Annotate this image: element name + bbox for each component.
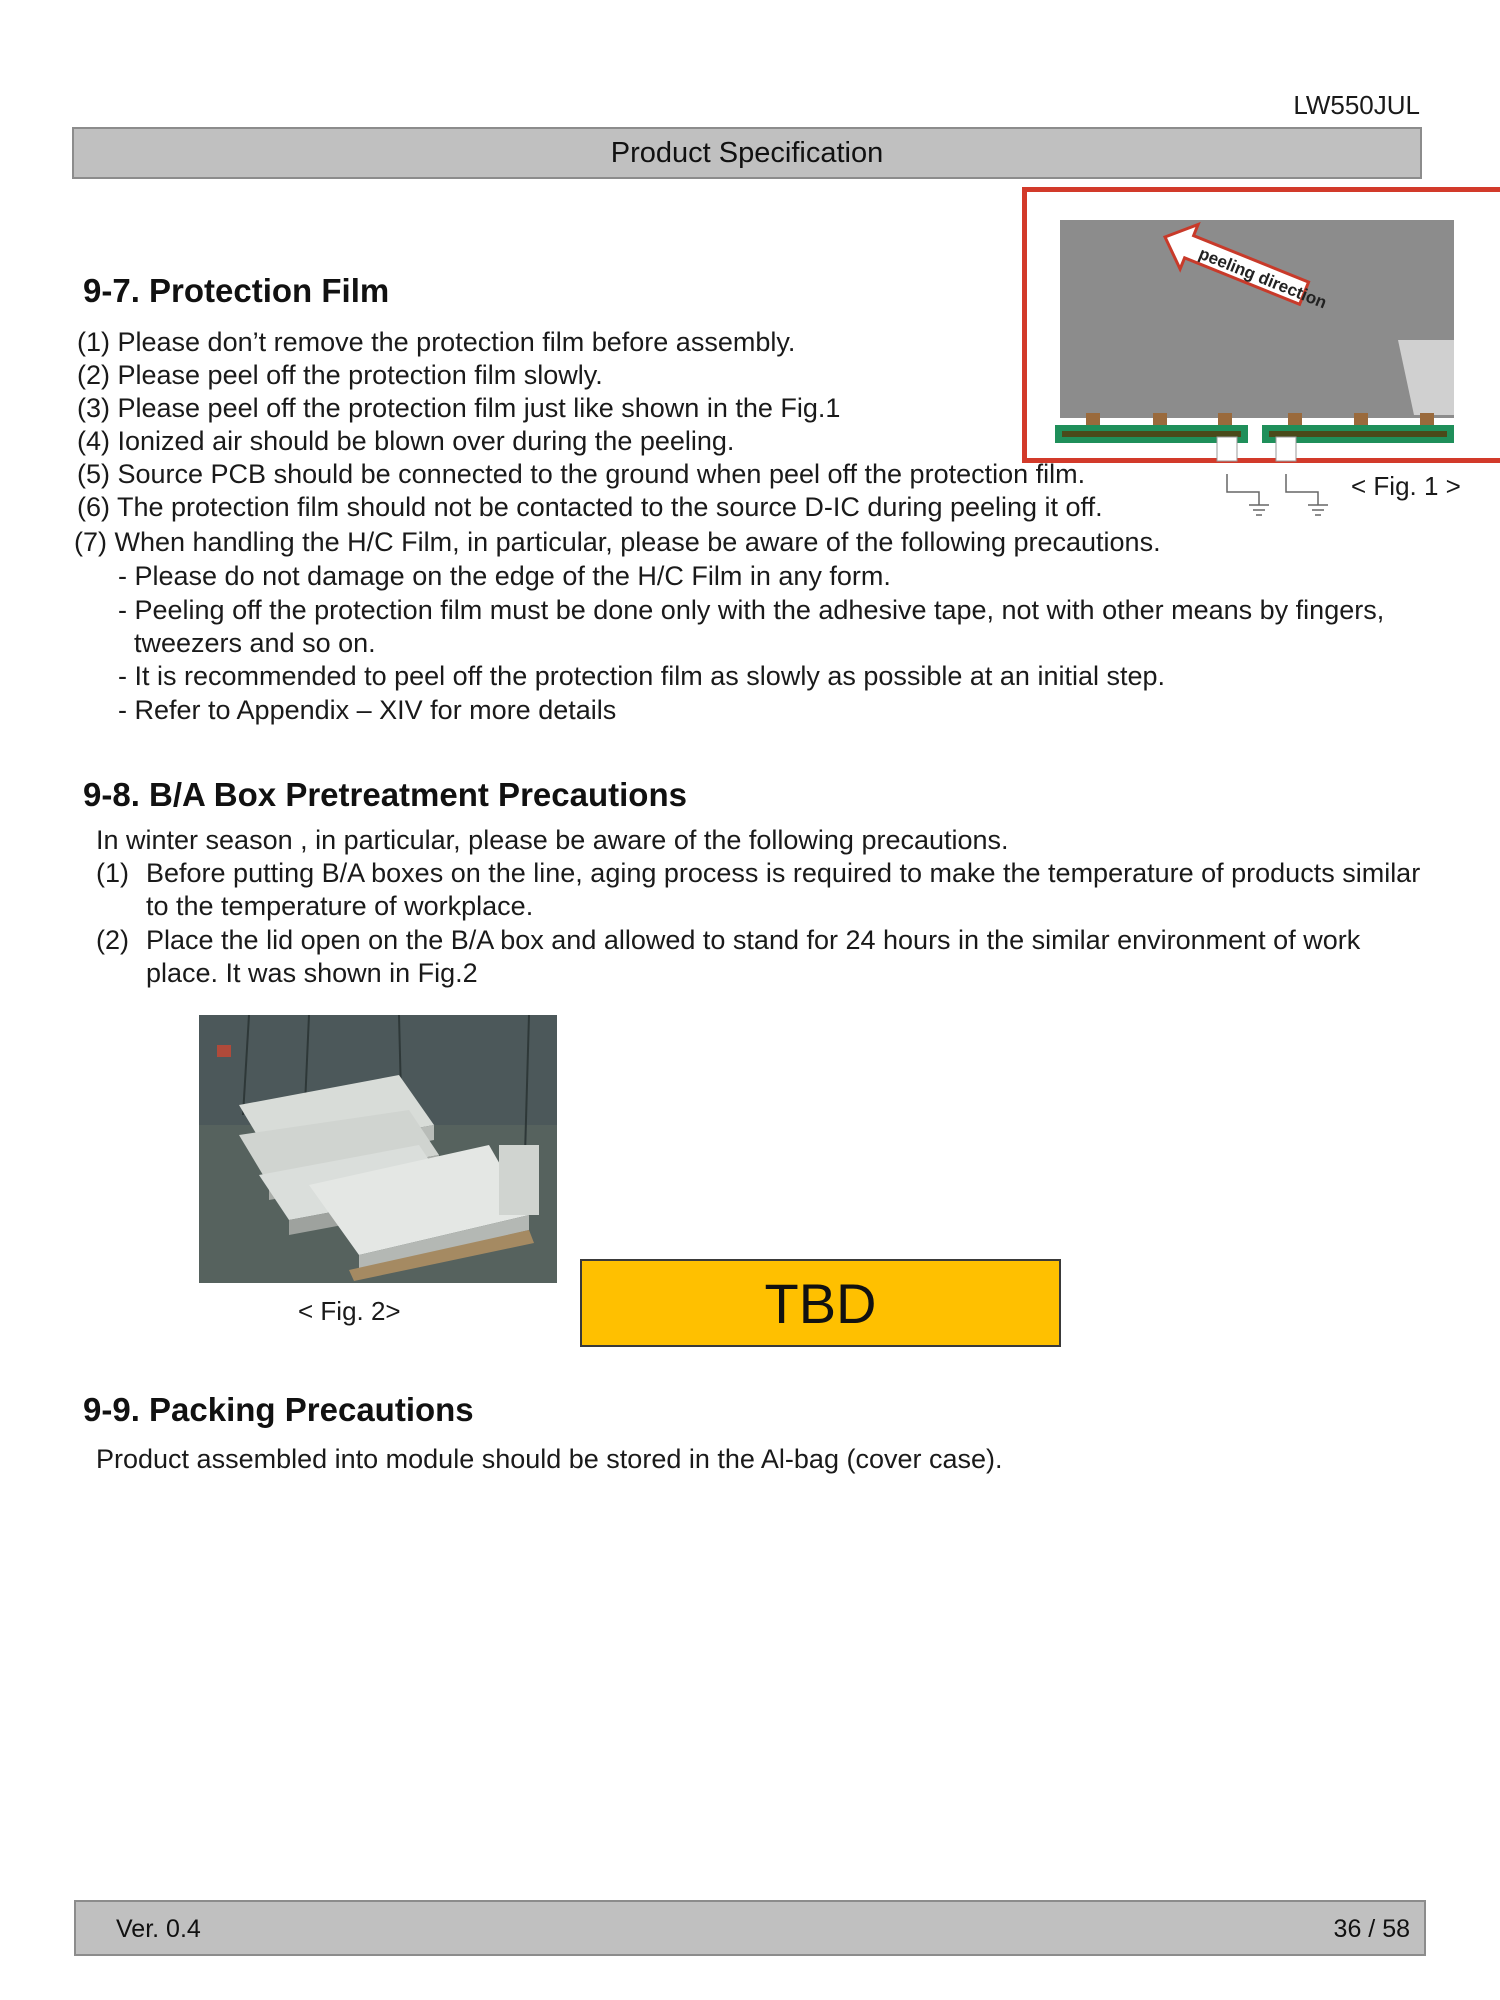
list-item-number: (1) xyxy=(96,858,129,888)
figure-caption: < Fig. 2> xyxy=(298,1296,401,1326)
section-heading-packing: 9-9. Packing Precautions xyxy=(83,1391,474,1428)
page-title: Product Specification xyxy=(610,136,884,169)
page-number: 36 / 58 xyxy=(1333,1915,1410,1943)
footer-bar xyxy=(74,1900,1426,1956)
sub-list-item: - Peeling off the protection film must be done only with the adhesive tape, not with other means by fingers, xyxy=(118,595,1385,625)
sub-list-item: - Please do not damage on the edge of the H/C Film in any form. xyxy=(118,561,891,591)
list-item-number: (2) xyxy=(96,925,129,955)
list-item: Before putting B/A boxes on the line, aging process is required to make the temperature of products similar xyxy=(146,858,1421,888)
protection-film-panel xyxy=(1060,220,1454,418)
tbd-placeholder-box xyxy=(580,1259,1061,1347)
figure-caption: < Fig. 1 > xyxy=(1351,471,1461,501)
sub-list-item: - It is recommended to peel off the protection film as slowly as possible at an initial step. xyxy=(118,661,1166,691)
connector-right xyxy=(1276,437,1296,461)
section-heading-ba-box: 9-8. B/A Box Pretreatment Precautions xyxy=(83,776,687,813)
ground-symbol-right xyxy=(1286,474,1328,515)
list-item: (1) Please don’t remove the protection film before assembly. xyxy=(77,327,796,357)
list-item: (4) Ionized air should be blown over during the peeling. xyxy=(77,426,735,456)
tbd-label: TBD xyxy=(764,1271,877,1335)
source-ic xyxy=(1153,413,1167,425)
list-item: (7) When handling the H/C Film, in particular, please be aware of the following precautions. xyxy=(74,527,1161,557)
sub-list-item: - Refer to Appendix – XIV for more details xyxy=(118,695,617,725)
fig2-photo xyxy=(199,1015,557,1283)
source-ic xyxy=(1288,413,1302,425)
list-item: (5) Source PCB should be connected to the ground when peel off the protection film. xyxy=(77,459,1086,489)
list-item: Place the lid open on the B/A box and allowed to stand for 24 hours in the similar environment of work xyxy=(146,925,1361,955)
list-item-continuation: to the temperature of workplace. xyxy=(146,891,534,921)
list-item: (3) Please peel off the protection film just like shown in the Fig.1 xyxy=(77,393,841,423)
list-item-continuation: place. It was shown in Fig.2 xyxy=(146,958,478,988)
section-intro: In winter season , in particular, please be aware of the following precautions. xyxy=(96,825,1009,855)
list-item: (2) Please peel off the protection film slowly. xyxy=(77,360,603,390)
source-ic xyxy=(1354,413,1368,425)
arrow-label: peeling direction xyxy=(1196,243,1330,313)
header-bar xyxy=(72,127,1422,179)
source-ic xyxy=(1218,413,1232,425)
document-model-number: LW550JUL xyxy=(1293,90,1420,120)
list-item: (6) The protection film should not be contacted to the source D-IC during peeling it off. xyxy=(77,492,1103,522)
connector-left xyxy=(1217,437,1237,461)
source-ic xyxy=(1420,413,1434,425)
ground-symbol-left xyxy=(1227,474,1269,515)
source-ic xyxy=(1086,413,1100,425)
paragraph: Product assembled into module should be stored in the Al-bag (cover case). xyxy=(96,1444,1003,1474)
section-heading-protection-film: 9-7. Protection Film xyxy=(83,272,390,309)
version-label: Ver. 0.4 xyxy=(116,1915,201,1943)
sub-list-item-continuation: tweezers and so on. xyxy=(134,628,376,658)
